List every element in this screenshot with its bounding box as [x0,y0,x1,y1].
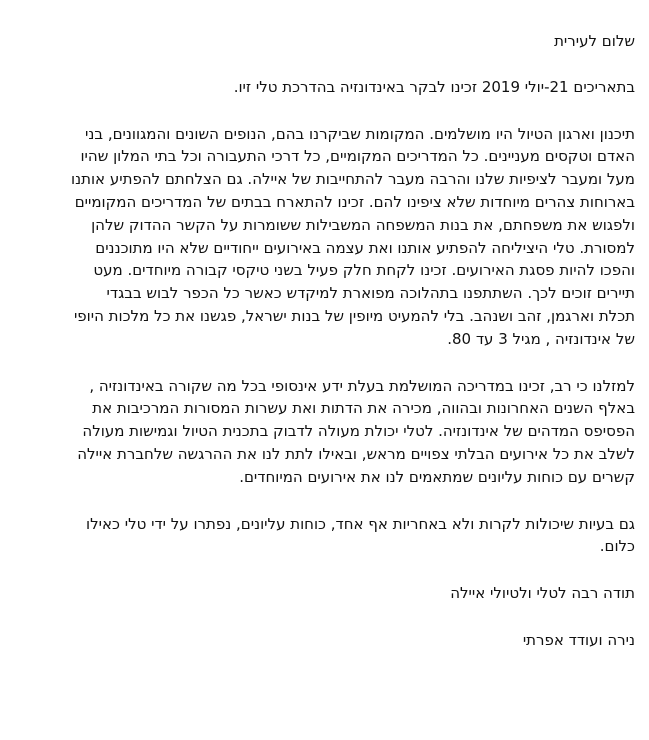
letter-body [70,30,635,652]
greeting: שלום לעירית [554,32,635,50]
paragraph-problems: גם בעיות שיכולות לקרות ולא באחריות אף אחד, כוחות עליונים, נפתרו על ידי טלי כאילו כלום. [86,514,635,556]
intro-paragraph: בתאריכים 21-יולי 2019 זכינו לבקר באינדונזיה בהדרכת טלי זיו. [233,77,635,96]
thanks-line: תודה רבה לטלי ולטיולי איילה [450,584,635,603]
signature: נירה ועודד אפרתי [522,630,635,649]
paragraph-guide: למזלנו כי רב, זכינו במדריכה המושלמת בעלת ידע אינסופי בכל מה שקורה באינדונזיה , באלף השנים האחרונות ובהווה, מכירה את הדתות ואת עשרות המסורות המרכיבות את הפסיפס המדהים של אינדונזיה. לטלי יכולת מעולה לדבוק בתכנית הטיול וגמישות מעולה לשלב את כל אירועים הבלתי צפויים מראש, ובאילו לתת לנו את ההרגשה שלחברת איילה קשרים עם כוחות עליונים שמתאמים לנו את אירועים המיוחדים. [77,376,635,486]
paragraph-trip-planning: תיכנון וארגון הטיול היו מושלמים. המקומות שביקרנו בהם, הנופים השונים והמגוונים, בני האדם וטקסים מעניינים. כל המדריכים המקומיים, כל דרכי התעבורה וכל בתי המלון שהיו מעל ומעבר לציפיות שלנו והרבה מעבר להתחייבות של איילה. גם הצלחתם להפתיע אותנו בארוחות צהרים מיוחדות שלא ציפינו להם. זכינו להתארח בבתים של המדריכים המקומיים ולפגוש את משפחתם, את בנות המשפחה המשבילות ששומרות על הקשר ההדוק שלהן למסורת. טלי היציליחה להפתיע אותנו ואת עצמה באירועים ייחודיים שלא היו מתוכננים והפכו להיות פסגת האירועים. זכינו לקחת חלק פעיל בשני טיקסי קבורה מיוחדים. מעט תיירים זוכים לכך. השתתפנו בתהלוכה מפוארת למיקדש כאשר כל הכפר לבוש בבגדי תכלת וארגמן, זהב ושנהב. בלי להמעיט מיופין של בנות ישראל, פגשנו את כל מלכות היופי של אינדונזיה , מגיל 3 עד 80. [71,124,635,348]
